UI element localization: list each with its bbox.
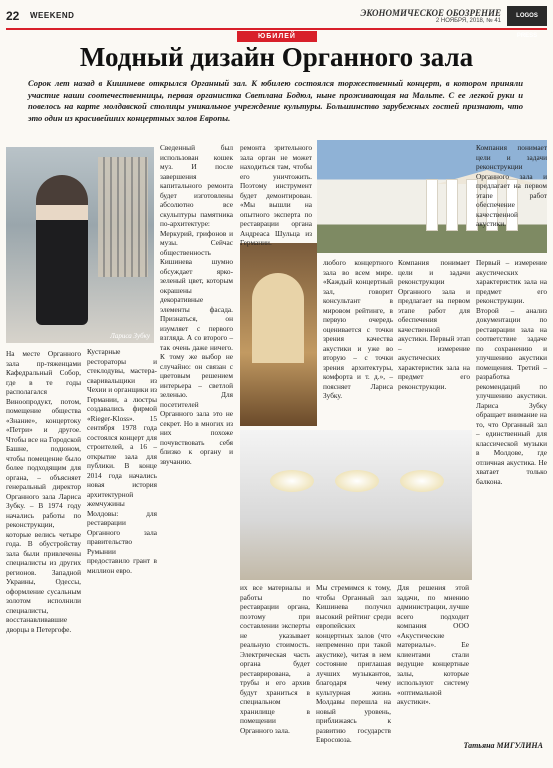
facade-column (427, 180, 437, 230)
doorway-arch (252, 273, 304, 363)
article-column-6: Компания понимает цели и задачи реконструкции Органного зала и предлагает на первом этапе работ для обеспечения качественной акустики. Первый этап – измерение акустических характеристик зала на предмет его реконструкции. (398, 258, 470, 391)
concert-hall-photo (240, 430, 472, 580)
rubric-label: ЮБИЛЕЙ (237, 31, 317, 42)
person-figure (36, 175, 88, 325)
author-signature: Татьяна МИГУЛИНА (463, 741, 543, 750)
article-column-3: Сведенный был использован кошек муз. И после завершения капитального ремонта будет изготовлены абсолютно все скульптуры памятника по-архитектуре: Меркурий, грифонов и музы. Сейчас общественность Кишинева шумно обсуждает ярко-зеленый цвет, которым окрашены декоративные элементы фасада. Признаться, он изумляет с первого взгляда. А со второго – так очень даже ничего. К тому же выбор не случайно: он связан с цветовым решением интерьера – светлой зеленью. Для посетителей Органного зала это не секрет. Но в многих из них похоже почувствовать себя близко к органу и звучанию. (160, 143, 233, 466)
article-column-9: Для решения этой задачи, по мнению администрации, лучше всего подходит компания ООО «Акустические материалы». Ее клиентами стали ведущие концертные залы, которые используют систему «оптимальной акустики». (397, 583, 469, 706)
chandelier (270, 470, 314, 492)
facade-column (447, 180, 457, 230)
article-column-8: Мы стремимся к тому, чтобы Органный зал Кишинева получил высокий рейтинг среди европейских концертных залов (что непременно при такой акустике), читая в нем состояние приглашая лучших музыкантов, благодаря чему культурная жизнь Молдавы перешла на новый уровень, приближаясь к развитию государств Евросоюза. (316, 583, 391, 744)
article-column-2: Кустарные рестораторы и стеклодувы, мастера-сваривальщики из Чехии и органщики из Германии, а люстры создавались фирмой «Rieger-Kloss». 15 сентября 1978 года состоялся концерт для строителей, а 16 – открытие зала для публики. В конце 2014 года начались новая история архитектурной жемчужины Молдовы: для реставрации Органного зала правительство Румынии предоставило грант в миллион евро. (87, 347, 157, 575)
portrait-photo (6, 147, 154, 343)
publication-date: 2 НОЯБРЯ, 2018, № 41 (435, 18, 501, 24)
page-number: 22 (6, 9, 20, 23)
headline: Модный дизайн Органного зала (79, 42, 474, 72)
article-column-10-top: Компания понимает цели и задачи реконструкции Органного зала и предлагает на первом этапе работ обеспечение качественной акустики. (476, 143, 547, 228)
organ-pipes (98, 157, 148, 277)
article-column-5: любого концертного зала во всем мире. «Каждый концертный зал, говорит консультант в мировом рейтинге, в первую очередь оценивается с точки зрения качества акустики и уже во вторую – с точки зрения архитектуры, комфорта и т. д.», – поясняет Лариса Зубку. (323, 258, 393, 400)
article-column-4: ремонта зрительного зала орган не может находиться там, чтобы его уничтожить. Поэтому инструмент будет демонтирован. «Мы вышли на опытного эксперта по реставрации органа Андреаса Шульца из Германии. (240, 143, 312, 247)
lead-paragraph: Сорок лет назад в Кишиневе открылся Органный зал. К юбилею состоялся торжественный концерт, в котором приняли участие наши соотечественницы, первая органистка Светлана Бодюл, ныне проживающая на Мальте. С ее легкой руки и повелось на карте молдавской столицы уникальное учреждение культуры. Большинство зарубежных гостей признают, что это один из красивейших концертных залов Европы. (28, 78, 523, 123)
photo-caption: Лариса Зубку (110, 332, 150, 340)
chandelier (335, 470, 379, 492)
section-label: WEEKEND (30, 11, 75, 20)
header-rule (6, 28, 547, 30)
article-column-1: На месте Органного зала пр-тяженцами Кафедральный Собор, где в те годы располагался Виноопродукт, потом, помещение общества «Знание», концертоку «Петри» и другое. Чтобы все на Городской Башне, подюном, чтобы помещение было более подходящим для органа, – объясняет генеральный директор Органного зала Лариса Зубку. – В 1974 году начались работы по реконструкции, которые велись четыре года. В обустройству зала были привлечены специалисты из других регионов. Западной Украины, Одессы, оформление сусальным золотом исполнили специалисты, восстанавливавшие дворцы в Петергофе. (6, 349, 81, 634)
publisher-logo: LOGOS PRESS (507, 6, 547, 26)
article-column-10: Первый – измерение акустических характеристик зала на предмет его реконструкции. Второй – анализ документации по реставрации зала на соответствие задаче по сохранению и улучшению акустики помещения. Третий – разработка рекомендаций по улучшению акустики. Лариса Зубку обращает внимание на то, что Органный зал – единственный для классической музыки в Молдове, где отличная акустика. Не хватает только балкона. (476, 258, 547, 486)
publication-name: ЭКОНОМИЧЕСКОЕ ОБОЗРЕНИЕ (360, 8, 501, 18)
chandelier (400, 470, 444, 492)
article-column-7: их все материалы и работы по реставрации органа, поэтому при составлении эксперты не указывает реальную стоимость. Электрическая часть органа будет реставрирована, а трубы и его архив будут храниться в специальном хранилище в помещении Органного зала. (240, 583, 310, 735)
interior-doorway-photo (240, 243, 317, 426)
